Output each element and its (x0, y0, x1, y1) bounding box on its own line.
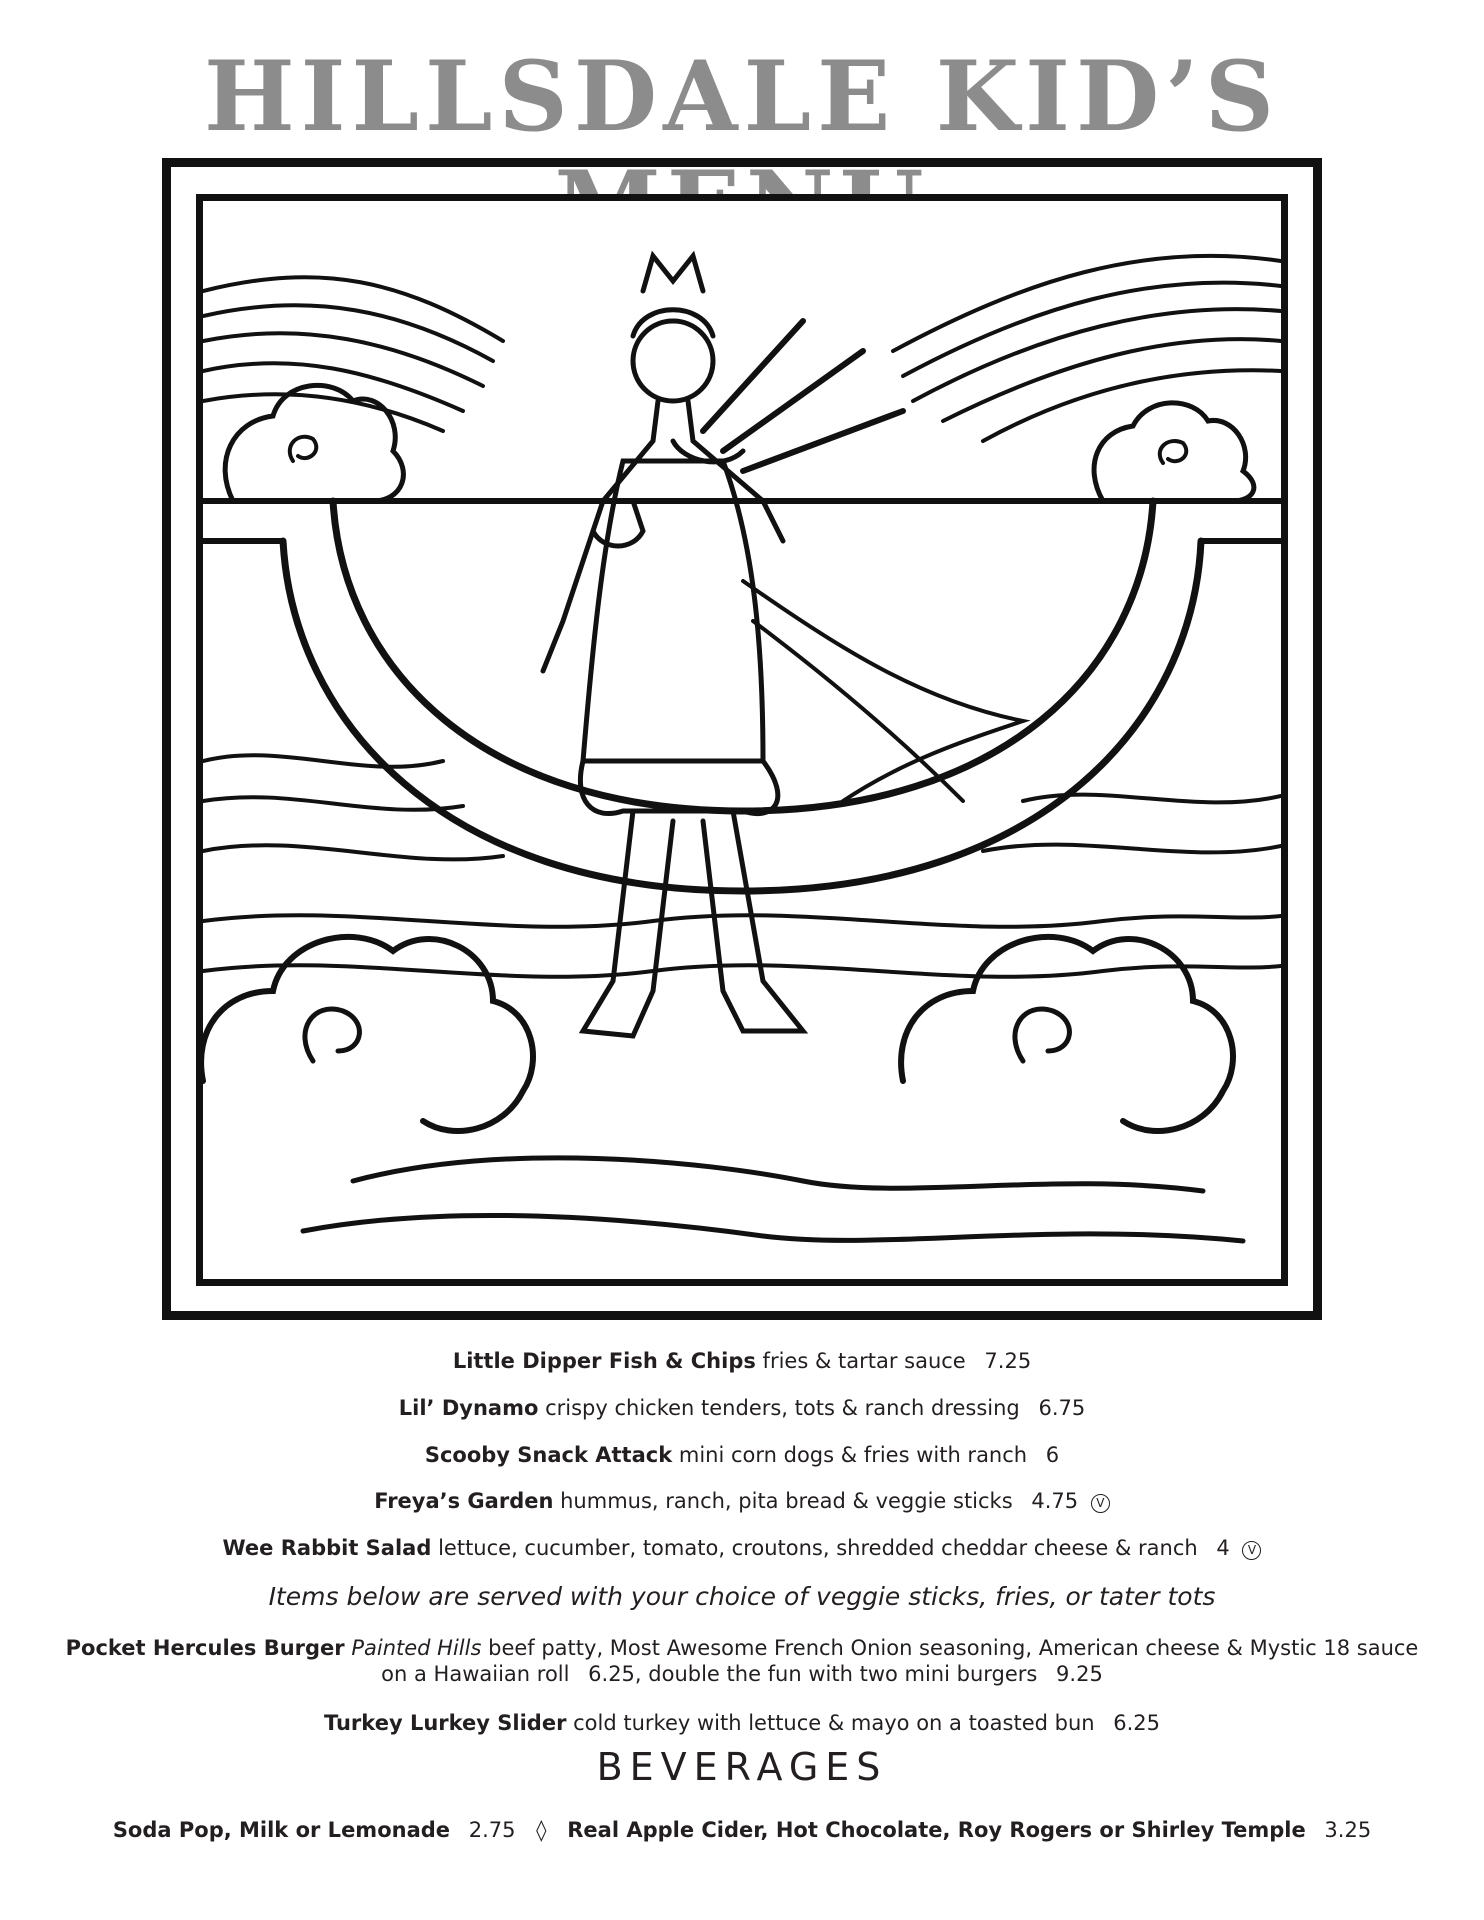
item-name: Little Dipper Fish & Chips (452, 1349, 756, 1373)
menu-item-pocket-hercules (0, 1635, 1484, 1661)
item-price: 6 (1045, 1443, 1060, 1467)
item-price: 7.25 (984, 1349, 1032, 1373)
beverage-price: 2.75 (468, 1818, 516, 1842)
item-description: beef patty, Most Awesome French Onion seasoning, American cheese & Mystic 18 sauce (488, 1636, 1419, 1660)
item-name: Wee Rabbit Salad (222, 1536, 432, 1560)
item-name: Scooby Snack Attack (424, 1443, 673, 1467)
item-price: 6.75 (1038, 1396, 1086, 1420)
beverage-price: 3.25 (1324, 1818, 1372, 1842)
beverage-name: Real Apple Cider, Hot Chocolate, Roy Rogers or Shirley Temple (567, 1818, 1306, 1842)
item-description: cold turkey with lettuce & mayo on a toasted bun (573, 1711, 1095, 1735)
beverages-heading: BEVERAGES (596, 1745, 888, 1789)
double-option-price: 9.25 (1056, 1662, 1103, 1686)
beverages-line (0, 1817, 1484, 1843)
item-price: 4.75 (1031, 1489, 1079, 1513)
menu-item-scooby-snack (0, 1442, 1484, 1468)
item-description: mini corn dogs & fries with ranch (678, 1443, 1028, 1467)
item-description: crispy chicken tenders, tots & ranch dressing (545, 1396, 1020, 1420)
illustration-frame (196, 194, 1288, 1286)
separator-icon: ◊ (536, 1818, 547, 1842)
menu-item-pocket-hercules-line2 (0, 1661, 1484, 1687)
item-name: Turkey Lurkey Slider (323, 1711, 567, 1735)
item-description: hummus, ranch, pita bread & veggie sticks (560, 1489, 1013, 1513)
piper-illustration (203, 201, 1281, 1279)
item-brand: Painted Hills (351, 1636, 482, 1660)
item-name: Freya’s Garden (374, 1489, 554, 1513)
item-name: Pocket Hercules Burger (65, 1636, 345, 1660)
menu-item-fish-chips (0, 1348, 1484, 1374)
item-name: Lil’ Dynamo (398, 1396, 539, 1420)
vegetarian-icon: V (1242, 1541, 1261, 1560)
item-description: fries & tartar sauce (762, 1349, 966, 1373)
sides-note: Items below are served with your choice of veggie sticks, fries, or tater tots (268, 1582, 1216, 1611)
item-price: 6.25, (588, 1662, 642, 1686)
item-description: lettuce, cucumber, tomato, croutons, shredded cheddar cheese & ranch (438, 1536, 1198, 1560)
vegetarian-icon: V (1091, 1494, 1110, 1513)
beverage-name: Soda Pop, Milk or Lemonade (112, 1818, 451, 1842)
double-option: double the fun with two mini burgers (648, 1662, 1038, 1686)
item-price: 6.25 (1113, 1711, 1161, 1735)
item-price: 4 (1216, 1536, 1230, 1560)
menu-item-wee-rabbit-salad (0, 1535, 1484, 1561)
item-description-continued: on a Hawaiian roll (381, 1662, 570, 1686)
menu-item-lil-dynamo (0, 1395, 1484, 1421)
menu-item-freyas-garden (0, 1488, 1484, 1514)
menu-title: HILLSDALE KID’S (203, 40, 1281, 153)
menu-item-turkey-slider (0, 1710, 1484, 1736)
